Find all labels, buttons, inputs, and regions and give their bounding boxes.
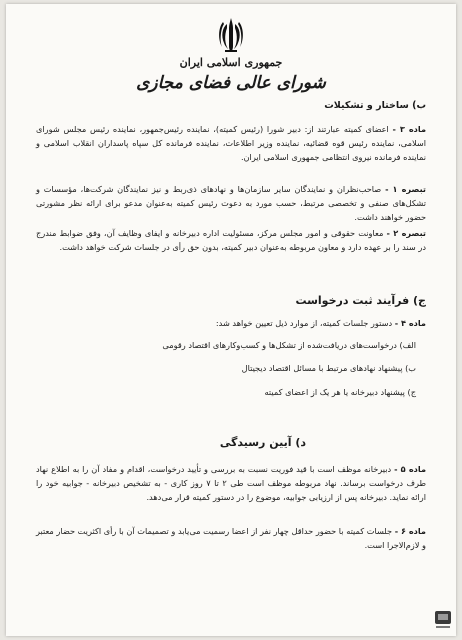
article-6 xyxy=(36,524,426,552)
article-6-text: جلسات کمیته با حضور حداقل چهار نفر از اعضا رسمیت می‌یابد و تصمیمات آن با رأی اکثریت حضار معتبر و لازم‌الاجرا است. xyxy=(36,526,426,550)
note-1-text: صاحب‌نظران و نمایندگان سایر سازمان‌ها و نهادهای ذی‌ربط و نیز نمایندگان شرکت‌ها، مؤسسات و تشکل‌های صنفی و تخصصی مرتبط، حسب مورد به دعوت رئیس کمیته به‌عنوان مدعو برای ارائه نظر مشورتی حضور خواهند داشت. xyxy=(36,184,426,222)
document-page xyxy=(6,4,456,636)
scanner-logo-icon xyxy=(434,610,452,630)
iran-emblem-icon xyxy=(216,16,246,54)
republic-title: جمهوری اسلامی ایران xyxy=(179,56,283,69)
article-4-text: دستور جلسات کمیته، از موارد ذیل تعیین خواهد شد: xyxy=(215,318,393,328)
note-1 xyxy=(36,182,426,224)
section-b-title: ب) ساختار و تشکیلات xyxy=(324,100,426,111)
note-2 xyxy=(36,226,426,254)
list-item-be: ب) پیشنهاد نهادهای مرتبط با مسائل اقتصاد دیجیتال xyxy=(241,363,416,373)
article-5-label: ماده ۵ - xyxy=(394,464,427,474)
article-5-text: دبیرخانه موظف است با قید فوریت نسبت به بررسی و تأیید درخواست، اقدام و مفاد آن را به اطلاع نهاد طرف درخواست برساند. نهاد مربوطه موظف است طی ۲ تا ۷ روز کاری - به تشخیص دبیرخانه - جوابیه خود را ارائه نماید. دبیرخانه پس از ارزیابی جوابیه، موضوع را در دستور کمیته قرار می‌دهد. xyxy=(36,464,426,502)
council-title: شورای عالی فضای مجازی xyxy=(136,73,326,93)
article-4-label: ماده ۴ - xyxy=(394,318,426,328)
article-6-label: ماده ۶ - xyxy=(394,526,426,536)
note-2-label: تبصره ۲ - xyxy=(386,228,426,238)
letterhead xyxy=(6,16,456,93)
article-3-label: ماده ۳ - xyxy=(392,124,427,134)
note-2-text: معاونت حقوقی و امور مجلس مرکز، مسئولیت اداره دبیرخانه و ایفای وظایف آن، وفق ضوابط مندرج در سند را بر عهده دارد و معاون مربوطه به‌عنوان دبیر کمیته، بدون حق رأی در جلسات شرکت خواهد داشت. xyxy=(36,228,426,252)
article-3 xyxy=(36,122,426,164)
article-3-text: اعضای کمیته عبارتند از: دبیر شورا (رئیس کمیته)، نماینده رئیس‌جمهور، نماینده رئیس مجلس شورای اسلامی، نماینده رئیس قوه قضائیه، نماینده وزیر اطلاعات، نماینده فرمانده کل سپاه پاسداران انقلاب اسلامی و نماینده فرمانده نیروی انتظامی جمهوری اسلامی ایران. xyxy=(36,124,426,162)
article-4 xyxy=(36,316,426,330)
note-1-label: تبصره ۱ - xyxy=(385,184,426,194)
list-item-alef: الف) درخواست‌های دریافت‌شده از تشکل‌ها و کسب‌وکارهای اقتصاد رقومی xyxy=(162,340,416,350)
article-5 xyxy=(36,462,426,504)
section-c-title: ج) فرآیند ثبت درخواست xyxy=(295,294,426,307)
list-item-jim: ج) پیشنهاد دبیرخانه یا هر یک از اعضای کمیته xyxy=(264,387,416,397)
section-d-title: د) آیین رسیدگی xyxy=(219,436,306,449)
